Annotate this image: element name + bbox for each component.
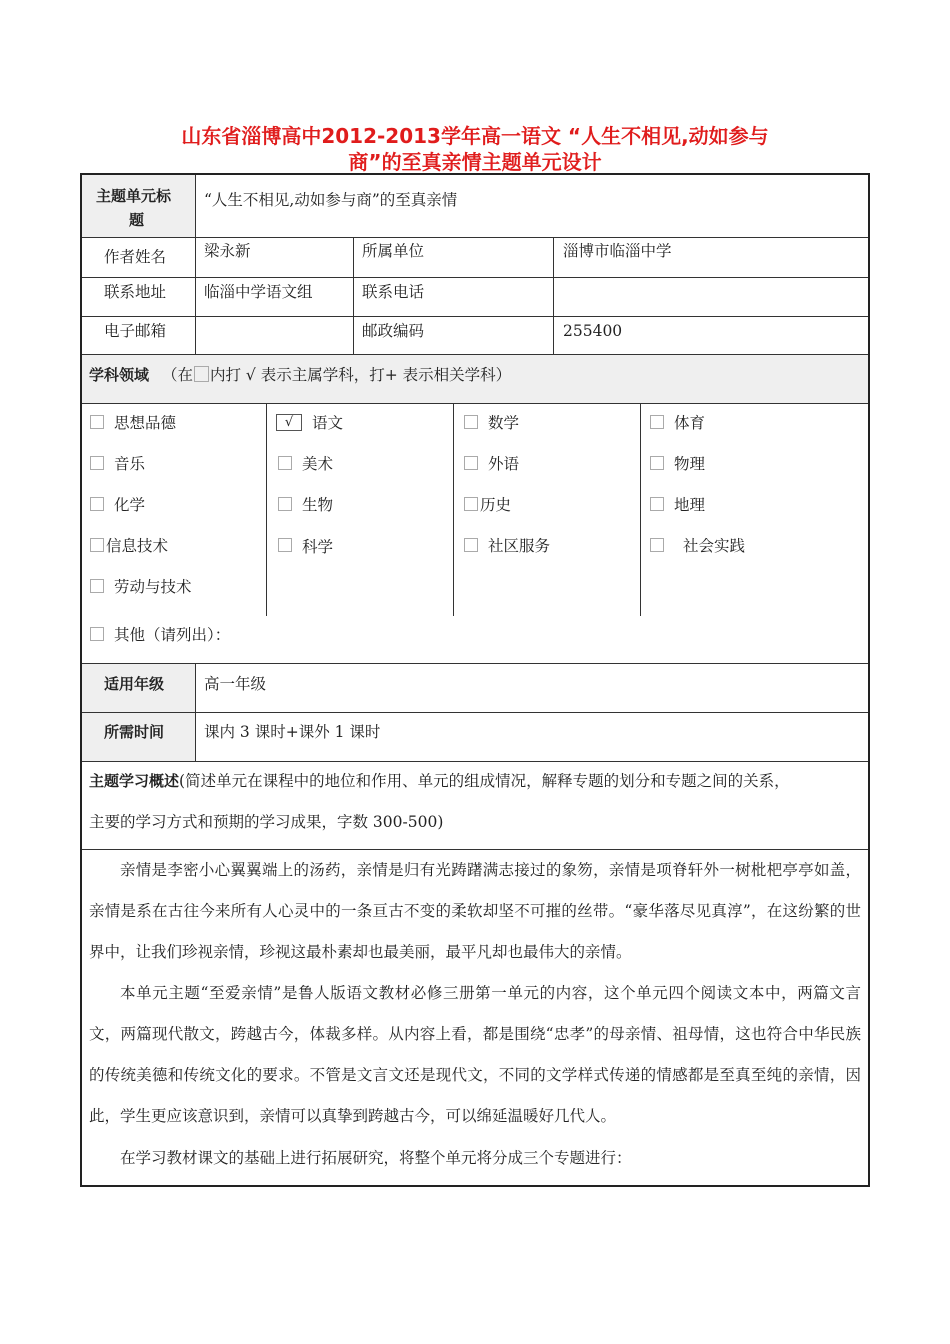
subject-tiyu: 体育 [674,414,706,432]
checkbox-shuxue[interactable] [464,415,478,429]
postcode-value: 255400 [563,322,623,340]
overview-desc1: (简述单元在课程中的地位和作用、单元的组成情况，解释专题的划分和专题之间的关系， [179,772,790,790]
subject-header [89,365,511,385]
grade-value: 高一年级 [204,675,267,693]
subject-header-pre: （在 [161,366,193,384]
author-label: 作者姓名 [104,248,167,266]
unit-title-label-a: 主题单元标 [96,187,172,205]
checkbox-huaxue[interactable] [90,497,104,511]
checkbox-xinxijishu[interactable] [90,538,104,552]
overview-line1 [89,771,790,791]
subject-dili: 地理 [674,496,706,514]
document-title-line2: 商”的至真亲情主题单元设计 [348,150,602,174]
subject-yuwen: 语文 [312,414,344,432]
subject-shengwu: 生物 [302,496,334,514]
unit-title-label-b: 题 [129,211,145,229]
unit-title-value: “人生不相见,动如参与商”的至真亲情 [204,191,458,209]
email-label: 电子邮箱 [104,322,167,340]
checkmark-icon: √ [284,415,294,430]
address-label: 联系地址 [104,283,167,301]
body-paragraph-1: 亲情是李密小心翼翼端上的汤药，亲情是归有光踌躇满志接过的象笏，亲情是项脊轩外一树枇杷亭亭如盖，亲情是系在古往今来所有人心灵中的一条亘古不变的柔软却坚不可摧的丝带。“豪华落尽见真淳”，在这纷繁的世界中，让我们珍视亲情，珍视这最朴素却也最美丽，最平凡却也最伟大的亲情。 [89,861,861,961]
subject-header-label: 学科领域 [89,366,150,384]
overview-desc2: 主要的学习方式和预期的学习成果，字数 300-500) [89,813,444,831]
subject-shehuishijian: 社会实践 [683,537,746,555]
subject-laodong: 劳动与技术 [114,578,192,596]
subject-meishu: 美术 [302,455,334,473]
checkbox-meishu[interactable] [278,456,292,470]
checkbox-shehuishijian[interactable] [650,538,664,552]
document-title-line1: 山东省淄博高中2012-2013学年高一语文 “人生不相见,动如参与 [181,124,769,148]
subject-shuxue: 数学 [488,414,520,432]
checkbox-sixiangpinde[interactable] [90,415,104,429]
checkbox-dili[interactable] [650,497,664,511]
checkbox-tiyu[interactable] [650,415,664,429]
subject-sixiangpinde: 思想品德 [114,414,177,432]
checkbox-waiyu[interactable] [464,456,478,470]
org-value: 淄博市临淄中学 [563,242,672,260]
inline-checkbox-icon [194,366,209,382]
grade-label: 适用年级 [104,675,165,693]
subject-header-post: 内打 √ 表示主属学科，打+ 表示相关学科） [209,366,512,384]
subject-huaxue: 化学 [114,496,146,514]
org-label: 所属单位 [362,242,425,260]
overview-label: 主题学习概述 [89,772,180,790]
checkbox-kexue[interactable] [278,538,292,552]
author-value: 梁永新 [204,242,251,260]
checkbox-shequfuwu[interactable] [464,538,478,552]
body-paragraph-3: 在学习教材课文的基础上进行拓展研究，将整个单元将分成三个专题进行： [120,1149,632,1167]
time-label: 所需时间 [104,723,165,741]
subject-wuli: 物理 [674,455,706,473]
checkbox-laodong[interactable] [90,579,104,593]
subject-xinxijishu: 信息技术 [106,537,169,555]
body-paragraph-2: 本单元主题“至爱亲情”是鲁人版语文教材必修三册第一单元的内容，这个单元四个阅读文本中，两篇文言文，两篇现代散文，跨越古今，体裁多样。从内容上看，都是围绕“忠孝”的母亲情、祖母情，这也符合中华民族的传统美德和传统文化的要求。不管是文言文还是现代文，不同的文学样式传递的情感都是至真至纯的亲情，因此，学生更应该意识到，亲情可以真挚到跨越古今，可以绵延温暖好几代人。 [89,984,861,1125]
postcode-label: 邮政编码 [362,322,425,340]
subject-lishi: 历史 [480,496,512,514]
checkbox-other[interactable] [90,627,104,641]
checkbox-yuwen-checked[interactable] [276,414,302,431]
subject-yinyue: 音乐 [114,455,146,473]
subject-shequfuwu: 社区服务 [488,537,551,555]
subject-kexue: 科学 [302,538,334,556]
address-value: 临淄中学语文组 [204,283,313,301]
subject-waiyu: 外语 [488,455,520,473]
time-value: 课内 3 课时+课外 1 课时 [204,723,381,741]
checkbox-lishi[interactable] [464,497,478,511]
checkbox-shengwu[interactable] [278,497,292,511]
checkbox-wuli[interactable] [650,456,664,470]
phone-label: 联系电话 [362,283,425,301]
checkbox-yinyue[interactable] [90,456,104,470]
subject-other: 其他（请列出）： [114,626,231,644]
